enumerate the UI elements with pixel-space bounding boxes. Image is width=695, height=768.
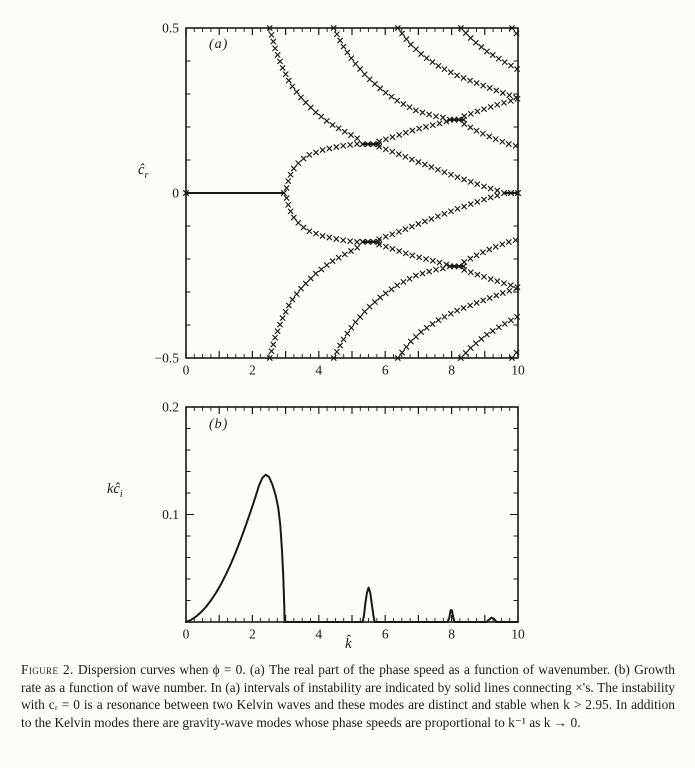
x-marker	[462, 177, 467, 182]
x-marker	[288, 172, 293, 177]
x-marker	[273, 335, 278, 340]
x-marker	[304, 100, 309, 105]
x-marker	[420, 110, 425, 115]
x-marker	[286, 203, 291, 208]
x-marker	[390, 247, 395, 252]
x-marker	[468, 346, 473, 351]
x-marker	[292, 166, 297, 171]
x-marker	[384, 234, 389, 239]
figure-caption-text: Dispersion curves when ϕ = 0. (a) The real part of the phase speed as a function of wavenumber. (b) Growth rate as a function of wave number. In (a) intervals of instability are indicated by solid lines connecting ×'s. The instability with cᵣ = 0 is a resonance between two Kelvin waves and these modes are distinct and stable when k > 2.95. In addition to the Kelvin modes there are gravity-wave modes whose phase speeds are proportional to k⁻¹ as k → 0.	[21, 662, 675, 730]
x-marker	[271, 342, 276, 347]
x-marker	[362, 72, 367, 77]
x-marker	[495, 279, 500, 284]
x-marker	[319, 267, 324, 272]
plot-a	[155, 21, 526, 378]
x-marker	[283, 310, 288, 315]
x-marker	[314, 110, 319, 115]
x-marker	[441, 115, 446, 120]
x-marker	[294, 90, 299, 95]
y-tick-label: 0.2	[162, 399, 179, 415]
x-marker	[390, 135, 395, 140]
x-marker	[280, 316, 285, 321]
x-tick-label: 6	[381, 362, 389, 378]
x-marker	[495, 103, 500, 108]
x-marker	[286, 179, 291, 184]
x-marker	[349, 249, 354, 254]
x-marker	[284, 196, 289, 201]
x-marker	[501, 91, 506, 96]
x-marker	[503, 60, 508, 65]
x-marker	[488, 105, 493, 110]
x-marker	[345, 331, 350, 336]
x-marker	[429, 217, 434, 222]
plot-b-x-axis-label: k̂	[345, 636, 352, 652]
x-tick-label: 8	[448, 626, 455, 642]
x-marker	[434, 114, 439, 119]
x-marker	[271, 39, 276, 44]
x-marker	[269, 33, 274, 38]
x-marker	[508, 283, 513, 288]
plot-a-y-axis-label	[138, 162, 148, 181]
x-marker	[275, 329, 280, 334]
x-marker	[493, 245, 498, 250]
x-marker	[410, 224, 415, 229]
x-marker	[403, 155, 408, 160]
x-marker	[437, 121, 442, 126]
plot-b-ylabel-main: kĉ	[107, 481, 120, 497]
x-marker	[338, 343, 343, 348]
x-marker	[482, 107, 487, 112]
x-marker	[336, 126, 341, 131]
x-marker	[474, 81, 479, 86]
x-marker	[348, 143, 353, 148]
x-marker	[325, 263, 330, 268]
x-tick-label: 6	[381, 626, 389, 642]
x-marker	[487, 86, 492, 91]
x-marker	[314, 271, 319, 276]
x-marker	[358, 67, 363, 72]
x-marker	[403, 227, 408, 232]
x-marker	[507, 289, 512, 294]
x-marker	[503, 322, 508, 327]
x-marker	[474, 301, 479, 306]
x-marker	[449, 311, 454, 316]
x-marker	[455, 175, 460, 180]
x-marker	[325, 119, 330, 124]
x-marker	[475, 109, 480, 114]
panel-a-label: (a)	[209, 37, 229, 52]
x-marker	[409, 339, 414, 344]
x-marker	[283, 72, 288, 77]
x-marker	[335, 32, 340, 37]
x-marker	[427, 269, 432, 274]
x-marker	[455, 308, 460, 313]
x-marker	[419, 52, 424, 57]
x-marker	[401, 102, 406, 107]
x-marker	[509, 63, 514, 68]
x-marker	[345, 50, 350, 55]
x-marker	[424, 326, 429, 331]
x-marker	[414, 273, 419, 278]
x-marker	[284, 186, 289, 191]
x-marker	[410, 128, 415, 133]
x-marker	[479, 45, 484, 50]
x-marker	[287, 78, 292, 83]
x-marker	[355, 136, 360, 141]
plot-a-markers	[267, 26, 519, 361]
x-marker	[417, 255, 422, 260]
x-marker	[343, 129, 348, 134]
x-marker	[299, 286, 304, 291]
x-marker	[502, 101, 507, 106]
x-marker	[334, 145, 339, 150]
x-marker	[294, 292, 299, 297]
x-marker	[475, 200, 480, 205]
x-marker	[468, 180, 473, 185]
x-tick-label: 10	[511, 626, 525, 642]
x-marker	[487, 247, 492, 252]
x-marker	[468, 78, 473, 83]
x-marker	[338, 38, 343, 43]
x-marker	[353, 62, 358, 67]
x-marker	[431, 259, 436, 264]
x-marker	[464, 31, 469, 36]
x-marker	[442, 315, 447, 320]
plot-b-ylabel-sub: i	[119, 488, 123, 500]
x-marker	[474, 128, 479, 133]
x-marker	[341, 337, 346, 342]
x-marker	[314, 231, 319, 236]
x-marker	[296, 161, 301, 166]
x-marker	[320, 148, 325, 153]
x-marker	[348, 239, 353, 244]
x-marker	[373, 300, 378, 305]
x-marker	[397, 230, 402, 235]
x-tick-label: 2	[249, 362, 256, 378]
plot-a-ylabel-main: ĉ	[138, 162, 145, 178]
x-marker	[507, 142, 512, 147]
x-marker	[343, 252, 348, 257]
x-marker	[383, 291, 388, 296]
x-marker	[468, 125, 473, 130]
x-marker	[502, 281, 507, 286]
x-marker	[449, 70, 454, 75]
x-marker	[384, 147, 389, 152]
x-marker	[424, 257, 429, 262]
x-marker	[327, 146, 332, 151]
x-marker	[349, 326, 354, 331]
x-marker	[482, 275, 487, 280]
x-marker	[436, 214, 441, 219]
plot-a-tick-labels	[155, 21, 526, 378]
x-marker	[414, 47, 419, 52]
x-marker	[362, 309, 367, 314]
x-marker	[495, 193, 500, 198]
x-marker	[481, 298, 486, 303]
x-tick-label: 0	[182, 626, 190, 642]
x-marker	[416, 160, 421, 165]
x-marker	[461, 76, 466, 81]
x-marker	[462, 204, 467, 209]
x-marker	[475, 272, 480, 277]
x-marker	[430, 60, 435, 65]
x-marker	[367, 77, 372, 82]
x-marker	[423, 162, 428, 167]
x-marker	[420, 271, 425, 276]
x-marker	[508, 99, 513, 104]
x-marker	[507, 240, 512, 245]
x-marker	[485, 332, 490, 337]
figure-caption-number: Figure 2.	[21, 662, 74, 677]
x-marker	[436, 64, 441, 69]
x-marker	[507, 93, 512, 98]
x-marker	[390, 149, 395, 154]
x-marker	[469, 112, 474, 117]
x-marker	[431, 123, 436, 128]
x-marker	[378, 86, 383, 91]
x-marker	[423, 219, 428, 224]
x-marker	[353, 320, 358, 325]
x-tick-label: 4	[315, 626, 323, 642]
x-marker	[299, 95, 304, 100]
x-marker	[434, 267, 439, 272]
x-marker	[414, 335, 419, 340]
x-marker	[309, 276, 314, 281]
x-marker	[449, 172, 454, 177]
x-marker	[320, 234, 325, 239]
x-marker	[384, 244, 389, 249]
x-marker	[449, 209, 454, 214]
x-marker	[475, 182, 480, 187]
x-marker	[378, 295, 383, 300]
x-marker	[404, 345, 409, 350]
x-marker	[404, 37, 409, 42]
x-marker	[301, 225, 306, 230]
x-marker	[455, 73, 460, 78]
x-marker	[495, 188, 500, 193]
x-tick-label: 8	[448, 362, 455, 378]
x-marker	[410, 253, 415, 258]
x-marker	[436, 318, 441, 323]
x-marker	[319, 114, 324, 119]
x-marker	[481, 83, 486, 88]
x-marker	[296, 221, 301, 226]
plot-b-ticks	[186, 407, 518, 622]
plot-a-ylabel-sub: r	[144, 169, 149, 181]
x-marker	[367, 304, 372, 309]
x-marker	[397, 152, 402, 157]
x-marker	[401, 280, 406, 285]
x-marker	[455, 207, 460, 212]
x-marker	[389, 94, 394, 99]
x-marker	[416, 222, 421, 227]
x-marker	[474, 40, 479, 45]
x-tick-label: 10	[511, 362, 525, 378]
x-marker	[395, 98, 400, 103]
x-marker	[424, 56, 429, 61]
x-marker	[410, 157, 415, 162]
x-marker	[488, 195, 493, 200]
x-marker	[307, 153, 312, 158]
x-marker	[358, 315, 363, 320]
growth-rate-curve	[186, 475, 518, 622]
x-marker	[468, 202, 473, 207]
panel-b-label: (b)	[209, 417, 229, 432]
x-marker	[330, 259, 335, 264]
x-marker	[500, 242, 505, 247]
x-marker	[487, 134, 492, 139]
x-marker	[442, 170, 447, 175]
x-marker	[501, 291, 506, 296]
y-tick-label: 0	[172, 185, 179, 201]
x-marker	[341, 144, 346, 149]
x-marker	[468, 36, 473, 41]
x-marker	[494, 293, 499, 298]
figure-caption	[21, 661, 675, 731]
x-marker	[389, 287, 394, 292]
x-marker	[414, 108, 419, 113]
x-marker	[395, 283, 400, 288]
x-marker	[482, 197, 487, 202]
x-marker	[429, 165, 434, 170]
x-marker	[500, 139, 505, 144]
y-tick-label: 0.1	[162, 507, 179, 522]
x-marker	[474, 253, 479, 258]
y-tick-label: −0.5	[154, 350, 179, 366]
x-marker	[497, 56, 502, 61]
x-marker	[390, 232, 395, 237]
x-marker	[404, 130, 409, 135]
x-marker	[292, 215, 297, 220]
plot-b-tick-labels	[162, 400, 525, 642]
x-marker	[442, 212, 447, 217]
x-marker	[409, 42, 414, 47]
x-marker	[273, 46, 278, 51]
x-marker	[341, 238, 346, 243]
x-marker	[430, 322, 435, 327]
x-tick-label: 2	[249, 626, 256, 642]
x-marker	[461, 306, 466, 311]
y-tick-label: 0.5	[162, 20, 179, 36]
x-marker	[491, 329, 496, 334]
x-marker	[427, 112, 432, 117]
x-marker	[307, 229, 312, 234]
x-marker	[437, 260, 442, 265]
x-marker	[301, 156, 306, 161]
x-marker	[288, 209, 293, 214]
x-marker	[419, 330, 424, 335]
x-marker	[493, 137, 498, 142]
x-marker	[464, 351, 469, 356]
x-marker	[397, 249, 402, 254]
x-marker	[334, 237, 339, 242]
x-marker	[479, 337, 484, 342]
x-marker	[355, 142, 360, 147]
x-marker	[468, 256, 473, 261]
x-marker	[424, 125, 429, 130]
x-marker	[488, 186, 493, 191]
x-marker	[309, 105, 314, 110]
x-marker	[278, 322, 283, 327]
x-marker	[494, 88, 499, 93]
x-marker	[373, 82, 378, 87]
x-marker	[314, 150, 319, 155]
x-marker	[442, 67, 447, 72]
x-marker	[384, 137, 389, 142]
plot-b	[162, 400, 525, 642]
x-marker	[481, 250, 486, 255]
x-marker	[278, 59, 283, 64]
x-marker	[485, 49, 490, 54]
plot-b-frame	[186, 407, 518, 622]
x-marker	[349, 56, 354, 61]
x-marker	[355, 240, 360, 245]
x-marker	[355, 245, 360, 250]
x-marker	[407, 105, 412, 110]
x-marker	[335, 350, 340, 355]
plot-a-instability-segments	[184, 117, 521, 268]
x-marker	[404, 251, 409, 256]
x-tick-label: 0	[182, 362, 190, 378]
x-marker	[417, 126, 422, 131]
x-marker	[287, 303, 292, 308]
x-marker	[441, 266, 446, 271]
x-tick-label: 4	[315, 362, 323, 378]
x-marker	[488, 277, 493, 282]
x-marker	[327, 235, 332, 240]
x-marker	[280, 66, 285, 71]
x-marker	[474, 341, 479, 346]
x-marker	[341, 44, 346, 49]
x-marker	[469, 270, 474, 275]
x-marker	[436, 167, 441, 172]
x-marker	[509, 318, 514, 323]
x-marker	[349, 133, 354, 138]
x-marker	[383, 90, 388, 95]
x-marker	[487, 296, 492, 301]
x-marker	[304, 281, 309, 286]
x-marker	[397, 133, 402, 138]
x-marker	[275, 53, 280, 58]
x-marker	[336, 255, 341, 260]
x-marker	[407, 277, 412, 282]
x-marker	[481, 131, 486, 136]
x-marker	[468, 303, 473, 308]
x-marker	[497, 325, 502, 330]
x-marker	[330, 123, 335, 128]
x-marker	[482, 184, 487, 189]
x-marker	[290, 84, 295, 89]
x-marker	[290, 297, 295, 302]
x-marker	[491, 53, 496, 58]
plot-b-y-axis-label	[107, 481, 123, 500]
x-marker	[269, 349, 274, 354]
